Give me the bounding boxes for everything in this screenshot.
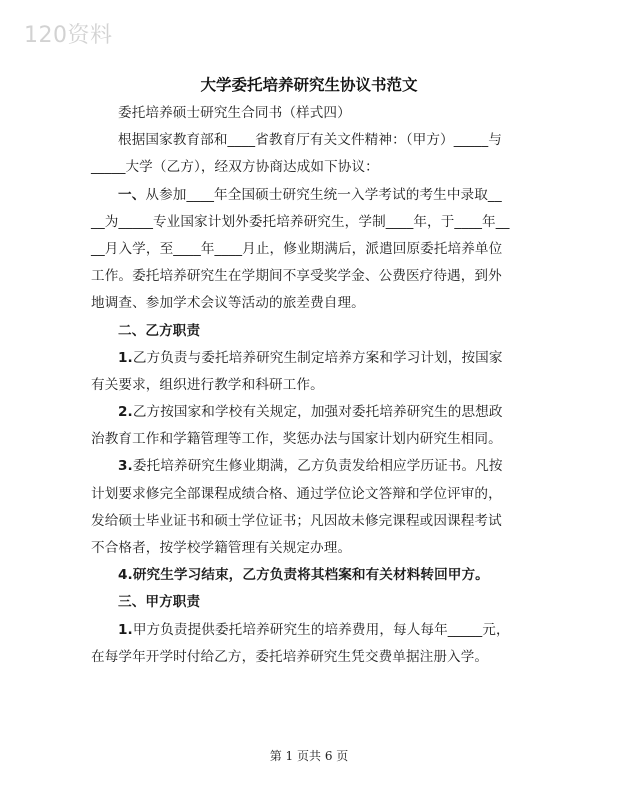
body-line: 计划要求修完全部课程成绩合格、通过学位论文答辩和学位评审的， (91, 485, 502, 502)
body-line: __月入学，至____年____月止，修业期满后，派遣回原委托培养单位 (91, 240, 503, 257)
body-line: 发给硕士毕业证书和硕士学位证书；凡因故未修完课程或因课程考试 (91, 512, 502, 529)
line-number: 3. (118, 458, 133, 475)
body-line (91, 453, 531, 480)
body-line (91, 399, 531, 426)
body-line: 地调查、参加学术会议等活动的旅差费自理。 (91, 295, 365, 312)
body-line (91, 345, 531, 372)
body-line: 委托培养硕士研究生合同书（样式四） (118, 105, 351, 121)
body-line: 不合格者，按学校学籍管理有关规定办理。 (91, 540, 352, 556)
body-line: __为_____专业国家计划外委托培养研究生，学制____年，于____年__ (91, 213, 510, 230)
body-line: 有关要求，组织进行教学和科研工作。 (91, 376, 324, 393)
line-number: 1. (118, 621, 133, 638)
body-line (91, 617, 531, 644)
line-text: 委托培养研究生修业期满，乙方负责发给相应学历证书。凡按 (132, 458, 503, 475)
body-line: 根据国家教育部和____省教育厅有关文件精神：（甲方）_____与 (118, 132, 502, 149)
watermark-logo: 120资料 (24, 23, 113, 48)
document-body (91, 100, 531, 671)
line-number: 2. (118, 404, 133, 421)
body-line: 在每学年开学时付给乙方，委托培养研究生凭交费单据注册入学。 (91, 648, 489, 665)
body-line: 二、乙方职责 (118, 322, 201, 339)
body-line (91, 182, 531, 209)
body-line: _____大学（乙方），经双方协商达成如下协议： (91, 159, 379, 176)
body-line: 三、甲方职责 (118, 594, 201, 611)
line-text: 乙方按国家和学校有关规定，加强对委托培养研究生的思想政 (132, 404, 503, 421)
body-line: 4.研究生学习结束，乙方负责将其档案和有关材料转回甲方。 (118, 567, 489, 584)
page-footer: 第 1 页共 6 页 (269, 749, 349, 763)
document-title: 大学委托培养研究生协议书范文 (200, 76, 418, 94)
line-number: 一、 (118, 186, 146, 203)
line-text: 从参加____年全国硕士研究生统一入学考试的考生中录取__ (145, 186, 502, 203)
line-text: 乙方负责与委托培养研究生制定培养方案和学习计划，按国家 (132, 349, 503, 366)
line-text: 甲方负责提供委托培养研究生的培养费用，每人每年_____元， (132, 621, 510, 638)
body-line: 治教育工作和学籍管理等工作，奖惩办法与国家计划内研究生相同。 (91, 431, 502, 448)
line-number: 1. (118, 349, 133, 366)
body-line: 工作。委托培养研究生在学期间不享受奖学金、公费医疗待遇，到外 (91, 268, 502, 285)
